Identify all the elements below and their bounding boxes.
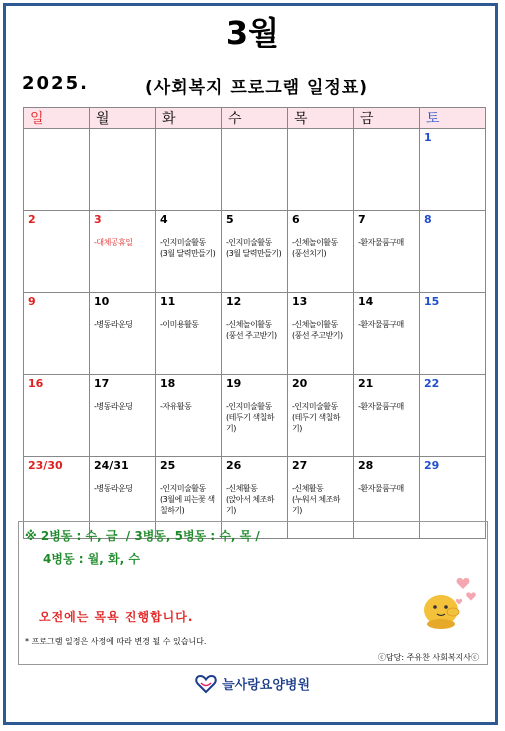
day-number: 24/31: [94, 459, 129, 472]
event-line: -인지미술활동: [160, 238, 206, 247]
year-label: 2025.: [22, 73, 89, 94]
calendar-day-cell: [354, 293, 420, 375]
event-line: -자유활동: [160, 402, 192, 411]
calendar-day-cell: [90, 293, 156, 375]
day-event: [160, 401, 217, 412]
bath-notice: 오전에는 목욕 진행합니다.: [39, 610, 194, 624]
event-line: (3월에 피는꽃 색: [160, 495, 215, 504]
calendar-day-cell: [354, 211, 420, 293]
day-number: 10: [94, 295, 110, 308]
calendar-day-cell: [288, 211, 354, 293]
event-line: -이미용활동: [160, 320, 199, 329]
calendar-day-cell: [90, 375, 156, 457]
event-line: (테두기 색칠하기): [226, 413, 275, 433]
event-line: -신체놀이활동: [292, 320, 338, 329]
day-number: 8: [424, 213, 432, 226]
day-number: 21: [358, 377, 374, 390]
ward-schedule-line-1: ※ 2병동 : 수, 금 / 3병동, 5병동 : 수, 목 /: [25, 529, 260, 543]
calendar-day-cell: [420, 129, 486, 211]
day-number: [358, 131, 415, 149]
day-number: 22: [424, 377, 440, 390]
day-number: 7: [358, 213, 366, 226]
weekday-fri: 금: [354, 108, 420, 129]
calendar-day-cell: [420, 293, 486, 375]
calendar-week-row: [24, 375, 486, 457]
day-number: 5: [226, 213, 234, 226]
event-line: -인지미술활동: [292, 402, 338, 411]
event-line: (풍선 주고받기): [226, 331, 277, 340]
calendar-day-cell: [24, 375, 90, 457]
day-number: 12: [226, 295, 242, 308]
day-event: [358, 319, 415, 330]
event-line: (앉아서 체조하기): [226, 495, 275, 515]
event-line: -병동라운딩: [94, 320, 133, 329]
day-number: 23/30: [28, 459, 63, 472]
weekday-thu: 목: [288, 108, 354, 129]
day-event: [94, 319, 151, 330]
day-number: [292, 131, 349, 149]
weekday-sun: 일: [24, 108, 90, 129]
calendar-day-cell: [420, 375, 486, 457]
event-line: -환자물품구매: [358, 402, 404, 411]
calendar-day-cell: [354, 375, 420, 457]
day-number: 9: [28, 295, 36, 308]
manager-credit: ⓒ담당: 주유찬 사회복지사ⓒ: [377, 653, 479, 662]
event-line: (테두기 색칠하기): [292, 413, 341, 433]
event-line: -인지미술활동: [226, 402, 272, 411]
schedule-subtitle: (사회복지 프로그램 일정표): [145, 78, 369, 98]
calendar-day-cell: [156, 293, 222, 375]
day-event: [292, 401, 349, 434]
calendar-week-row: [24, 293, 486, 375]
day-event: [94, 483, 151, 494]
day-number: 14: [358, 295, 374, 308]
day-number: 13: [292, 295, 308, 308]
hospital-logo: [0, 673, 505, 694]
day-number: 29: [424, 459, 440, 472]
calendar-day-cell: [288, 375, 354, 457]
event-line: -환자물품구매: [358, 238, 404, 247]
day-number: 28: [358, 459, 374, 472]
ward-schedule-line-2: 4병동 : 월, 화, 수: [43, 552, 140, 566]
day-event: [358, 401, 415, 412]
month-title: 3월: [225, 14, 280, 52]
calendar-day-cell: [90, 211, 156, 293]
day-event: [226, 483, 283, 516]
weekday-header-row: [24, 108, 486, 129]
day-number: 20: [292, 377, 308, 390]
event-line: (3월 달력만들기): [226, 249, 282, 258]
calendar-day-cell: [156, 211, 222, 293]
day-number: [94, 131, 151, 149]
event-line: (누워서 체조하기): [292, 495, 341, 515]
calendar-day-cell: [24, 293, 90, 375]
calendar-day-cell: [222, 293, 288, 375]
calendar-day-cell: [288, 129, 354, 211]
event-line: -인지미술활동: [160, 484, 206, 493]
change-note: * 프로그램 일정은 사정에 따라 변경 될 수 있습니다.: [25, 637, 207, 646]
calendar-day-cell: [288, 293, 354, 375]
hospital-name: 늘사랑요양병원: [222, 678, 310, 693]
day-number: 2: [28, 213, 36, 226]
calendar-day-cell: [156, 375, 222, 457]
day-event: [226, 401, 283, 434]
day-number: 1: [424, 131, 432, 144]
calendar-day-cell: [90, 129, 156, 211]
day-event: [292, 483, 349, 516]
calendar-day-cell: [156, 129, 222, 211]
calendar-week-row: [24, 129, 486, 211]
weekday-wed: 수: [222, 108, 288, 129]
calendar-day-cell: [354, 129, 420, 211]
event-line: 칠하기): [160, 506, 185, 515]
day-number: 18: [160, 377, 176, 390]
day-event: [226, 237, 283, 259]
day-event: [160, 237, 217, 259]
day-number: 11: [160, 295, 176, 308]
calendar-day-cell: [222, 375, 288, 457]
day-number: 27: [292, 459, 308, 472]
weekday-tue: 화: [156, 108, 222, 129]
day-number: 6: [292, 213, 300, 226]
day-event: [358, 483, 415, 494]
info-box: [18, 521, 488, 665]
day-number: [160, 131, 217, 149]
event-line: -환자물품구매: [358, 320, 404, 329]
day-number: 19: [226, 377, 242, 390]
day-number: 26: [226, 459, 242, 472]
event-line: (3월 달력만들기): [160, 249, 216, 258]
day-number: 17: [94, 377, 110, 390]
calendar-table: [23, 107, 486, 539]
calendar-day-cell: [222, 129, 288, 211]
day-number: 4: [160, 213, 168, 226]
weekday-mon: 월: [90, 108, 156, 129]
calendar-day-cell: [222, 211, 288, 293]
day-number: 3: [94, 213, 102, 226]
event-line: -대체공휴일: [94, 238, 133, 247]
heart-logo-icon: [195, 674, 217, 694]
event-line: -신체활동: [292, 484, 324, 493]
event-line: -신체놀이활동: [226, 320, 272, 329]
day-event: [358, 237, 415, 248]
character-sticker-icon: [419, 572, 481, 630]
day-event: [160, 483, 217, 516]
day-event: [94, 237, 151, 248]
calendar-day-cell: [24, 211, 90, 293]
day-event: [94, 401, 151, 412]
event-line: -신체놀이활동: [292, 238, 338, 247]
weekday-sat: 토: [420, 108, 486, 129]
calendar-day-cell: [24, 129, 90, 211]
event-line: -병동라운딩: [94, 484, 133, 493]
day-event: [226, 319, 283, 341]
calendar-week-row: [24, 211, 486, 293]
event-line: -인지미술활동: [226, 238, 272, 247]
event-line: -병동라운딩: [94, 402, 133, 411]
day-number: [226, 131, 283, 149]
day-number: 16: [28, 377, 44, 390]
day-number: 15: [424, 295, 440, 308]
day-event: [292, 319, 349, 341]
event-line: (풍선치기): [292, 249, 327, 258]
day-number: 25: [160, 459, 176, 472]
event-line: (풍선 주고받기): [292, 331, 343, 340]
event-line: -신체활동: [226, 484, 258, 493]
day-number: [28, 131, 85, 149]
day-event: [160, 319, 217, 330]
day-event: [292, 237, 349, 259]
calendar-day-cell: [420, 211, 486, 293]
event-line: -환자물품구매: [358, 484, 404, 493]
